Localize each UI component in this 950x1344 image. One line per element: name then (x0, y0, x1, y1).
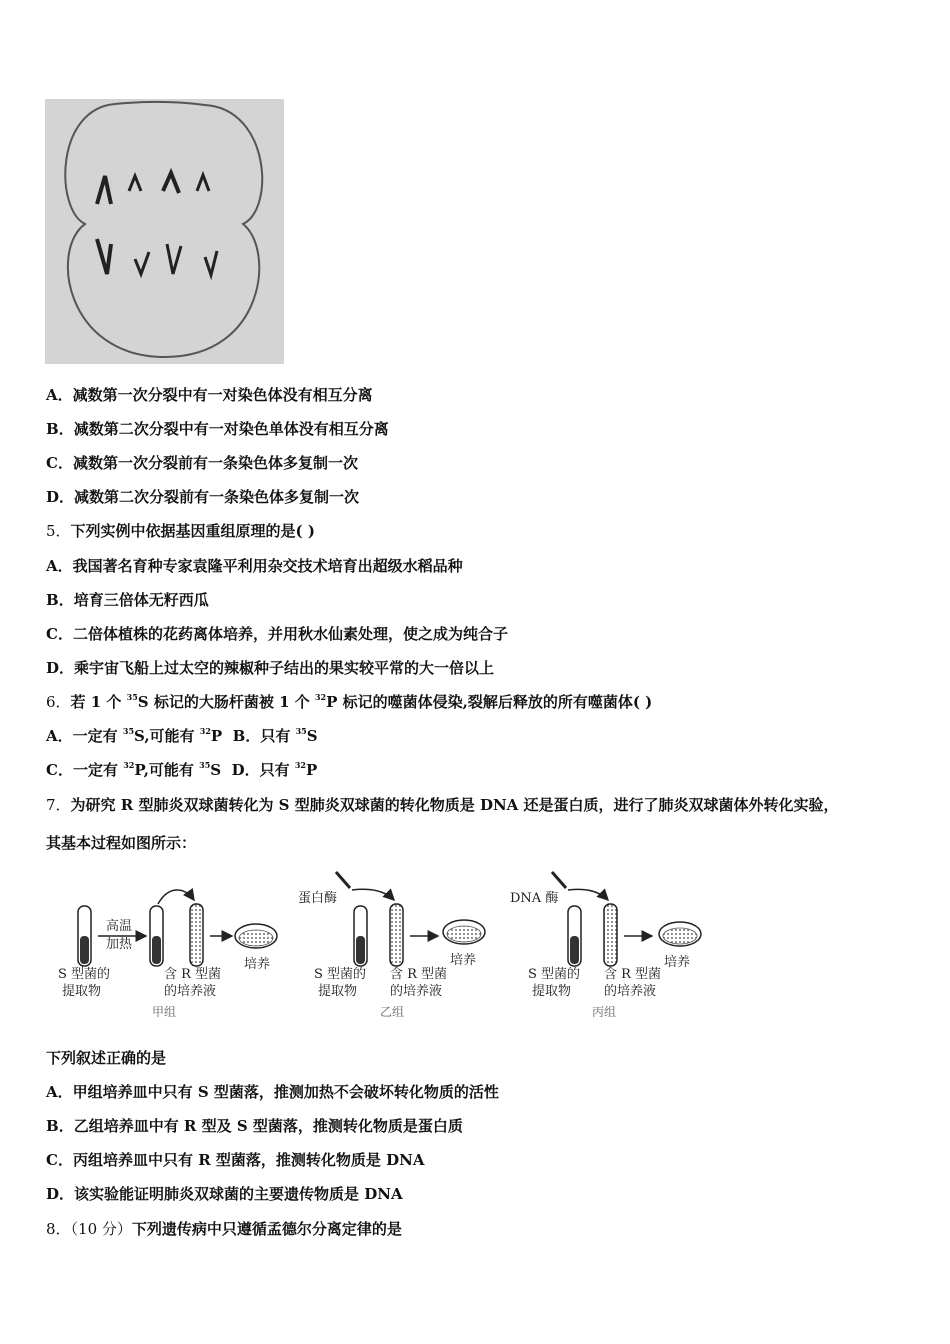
q6-options-cd: C．一定有 $^{32}$P,可能有 $^{35}$S D．只有 $^{32}$P (46, 760, 318, 779)
q5-option-a: A．我国著名育种专家袁隆平利用杂交技术培育出超级水稻品种 (46, 557, 463, 575)
bing-culture: 培养 (664, 955, 691, 970)
jia-heat-line2: 加热 (106, 937, 133, 952)
q4-option-d: D．减数第二次分裂前有一条染色体多复制一次 (46, 488, 360, 506)
q6-stem: 6．若 1 个 $^{35}$S 标记的大肠杆菌被 1 个 $^{32}$P 标记的噬菌体侵染,裂解后释放的所有噬菌体( ) (46, 692, 653, 711)
q4-option-c: C．减数第一次分裂前有一条染色体多复制一次 (46, 454, 358, 472)
q4-option-a: A．减数第一次分裂中有一对染色体没有相互分离 (46, 386, 373, 404)
yi-label1-line2: 提取物 (318, 984, 358, 999)
group-yi (298, 872, 485, 1019)
bing-label1-line1: S 型菌的 (528, 967, 581, 982)
q7-stem-line2: 其基本过程如图所示： (46, 834, 197, 852)
cell-division-figure (45, 99, 284, 364)
yi-label1-line1: S 型菌的 (314, 967, 367, 982)
q8-stem: 8．（10 分）下列遗传病中只遵循孟德尔分离定律的是 (46, 1220, 402, 1238)
q4-option-b: B．减数第二次分裂中有一对染色单体没有相互分离 (46, 420, 389, 438)
q6-options-ab: A．一定有 $^{35}$S,可能有 $^{32}$P B．只有 $^{35}$S (46, 726, 318, 745)
yi-caption: 乙组 (380, 1005, 405, 1019)
bing-caption: 丙组 (592, 1005, 617, 1019)
bing-label2-line2: 的培养液 (604, 984, 657, 999)
bing-label1-line2: 提取物 (532, 984, 572, 999)
q5-option-b: B．培育三倍体无籽西瓜 (46, 591, 209, 609)
q7-option-b: B．乙组培养皿中有 R 型及 S 型菌落，推测转化物质是蛋白质 (46, 1117, 463, 1135)
q7-stem-line1: 7．为研究 R 型肺炎双球菌转化为 S 型肺炎双球菌的转化物质是 DNA 还是蛋白质，进行了肺炎双球菌体外转化实验， (46, 796, 839, 814)
q7-option-a: A．甲组培养皿中只有 S 型菌落，推测加热不会破坏转化物质的活性 (46, 1083, 499, 1101)
jia-label2-line1: 含 R 型菌 (164, 967, 222, 982)
q5-option-d: D．乘宇宙飞船上过太空的辣椒种子结出的果实较平常的大一倍以上 (46, 659, 495, 677)
jia-label2-line2: 的培养液 (164, 984, 217, 999)
yi-culture: 培养 (450, 953, 477, 968)
q5-option-c: C．二倍体植株的花药离体培养，并用秋水仙素处理，使之成为纯合子 (46, 625, 508, 643)
yi-label2-line2: 的培养液 (390, 984, 443, 999)
q7-option-c: C．丙组培养皿中只有 R 型菌落，推测转化物质是 DNA (46, 1151, 425, 1169)
yi-label2-line1: 含 R 型菌 (390, 967, 448, 982)
cell-division-drawing (45, 99, 284, 364)
jia-heat-line1: 高温 (106, 919, 133, 934)
jia-label1-line2: 提取物 (62, 984, 102, 999)
experiment-drawing (46, 864, 716, 1024)
bing-label2-line1: 含 R 型菌 (604, 967, 662, 982)
jia-culture: 培养 (244, 957, 271, 972)
group-bing (510, 872, 701, 1019)
q7-option-d: D．该实验能证明肺炎双球菌的主要遗传物质是 DNA (46, 1185, 403, 1203)
q7-question: 下列叙述正确的是 (46, 1049, 167, 1067)
group-jia (58, 890, 277, 1019)
bing-enzyme: DNA 酶 (510, 891, 559, 906)
jia-label1-line1: S 型菌的 (58, 967, 111, 982)
q5-stem: 5．下列实例中依据基因重组原理的是( ) (46, 522, 315, 540)
experiment-figure (46, 864, 716, 1024)
jia-caption: 甲组 (152, 1005, 177, 1019)
yi-enzyme: 蛋白酶 (298, 891, 338, 906)
